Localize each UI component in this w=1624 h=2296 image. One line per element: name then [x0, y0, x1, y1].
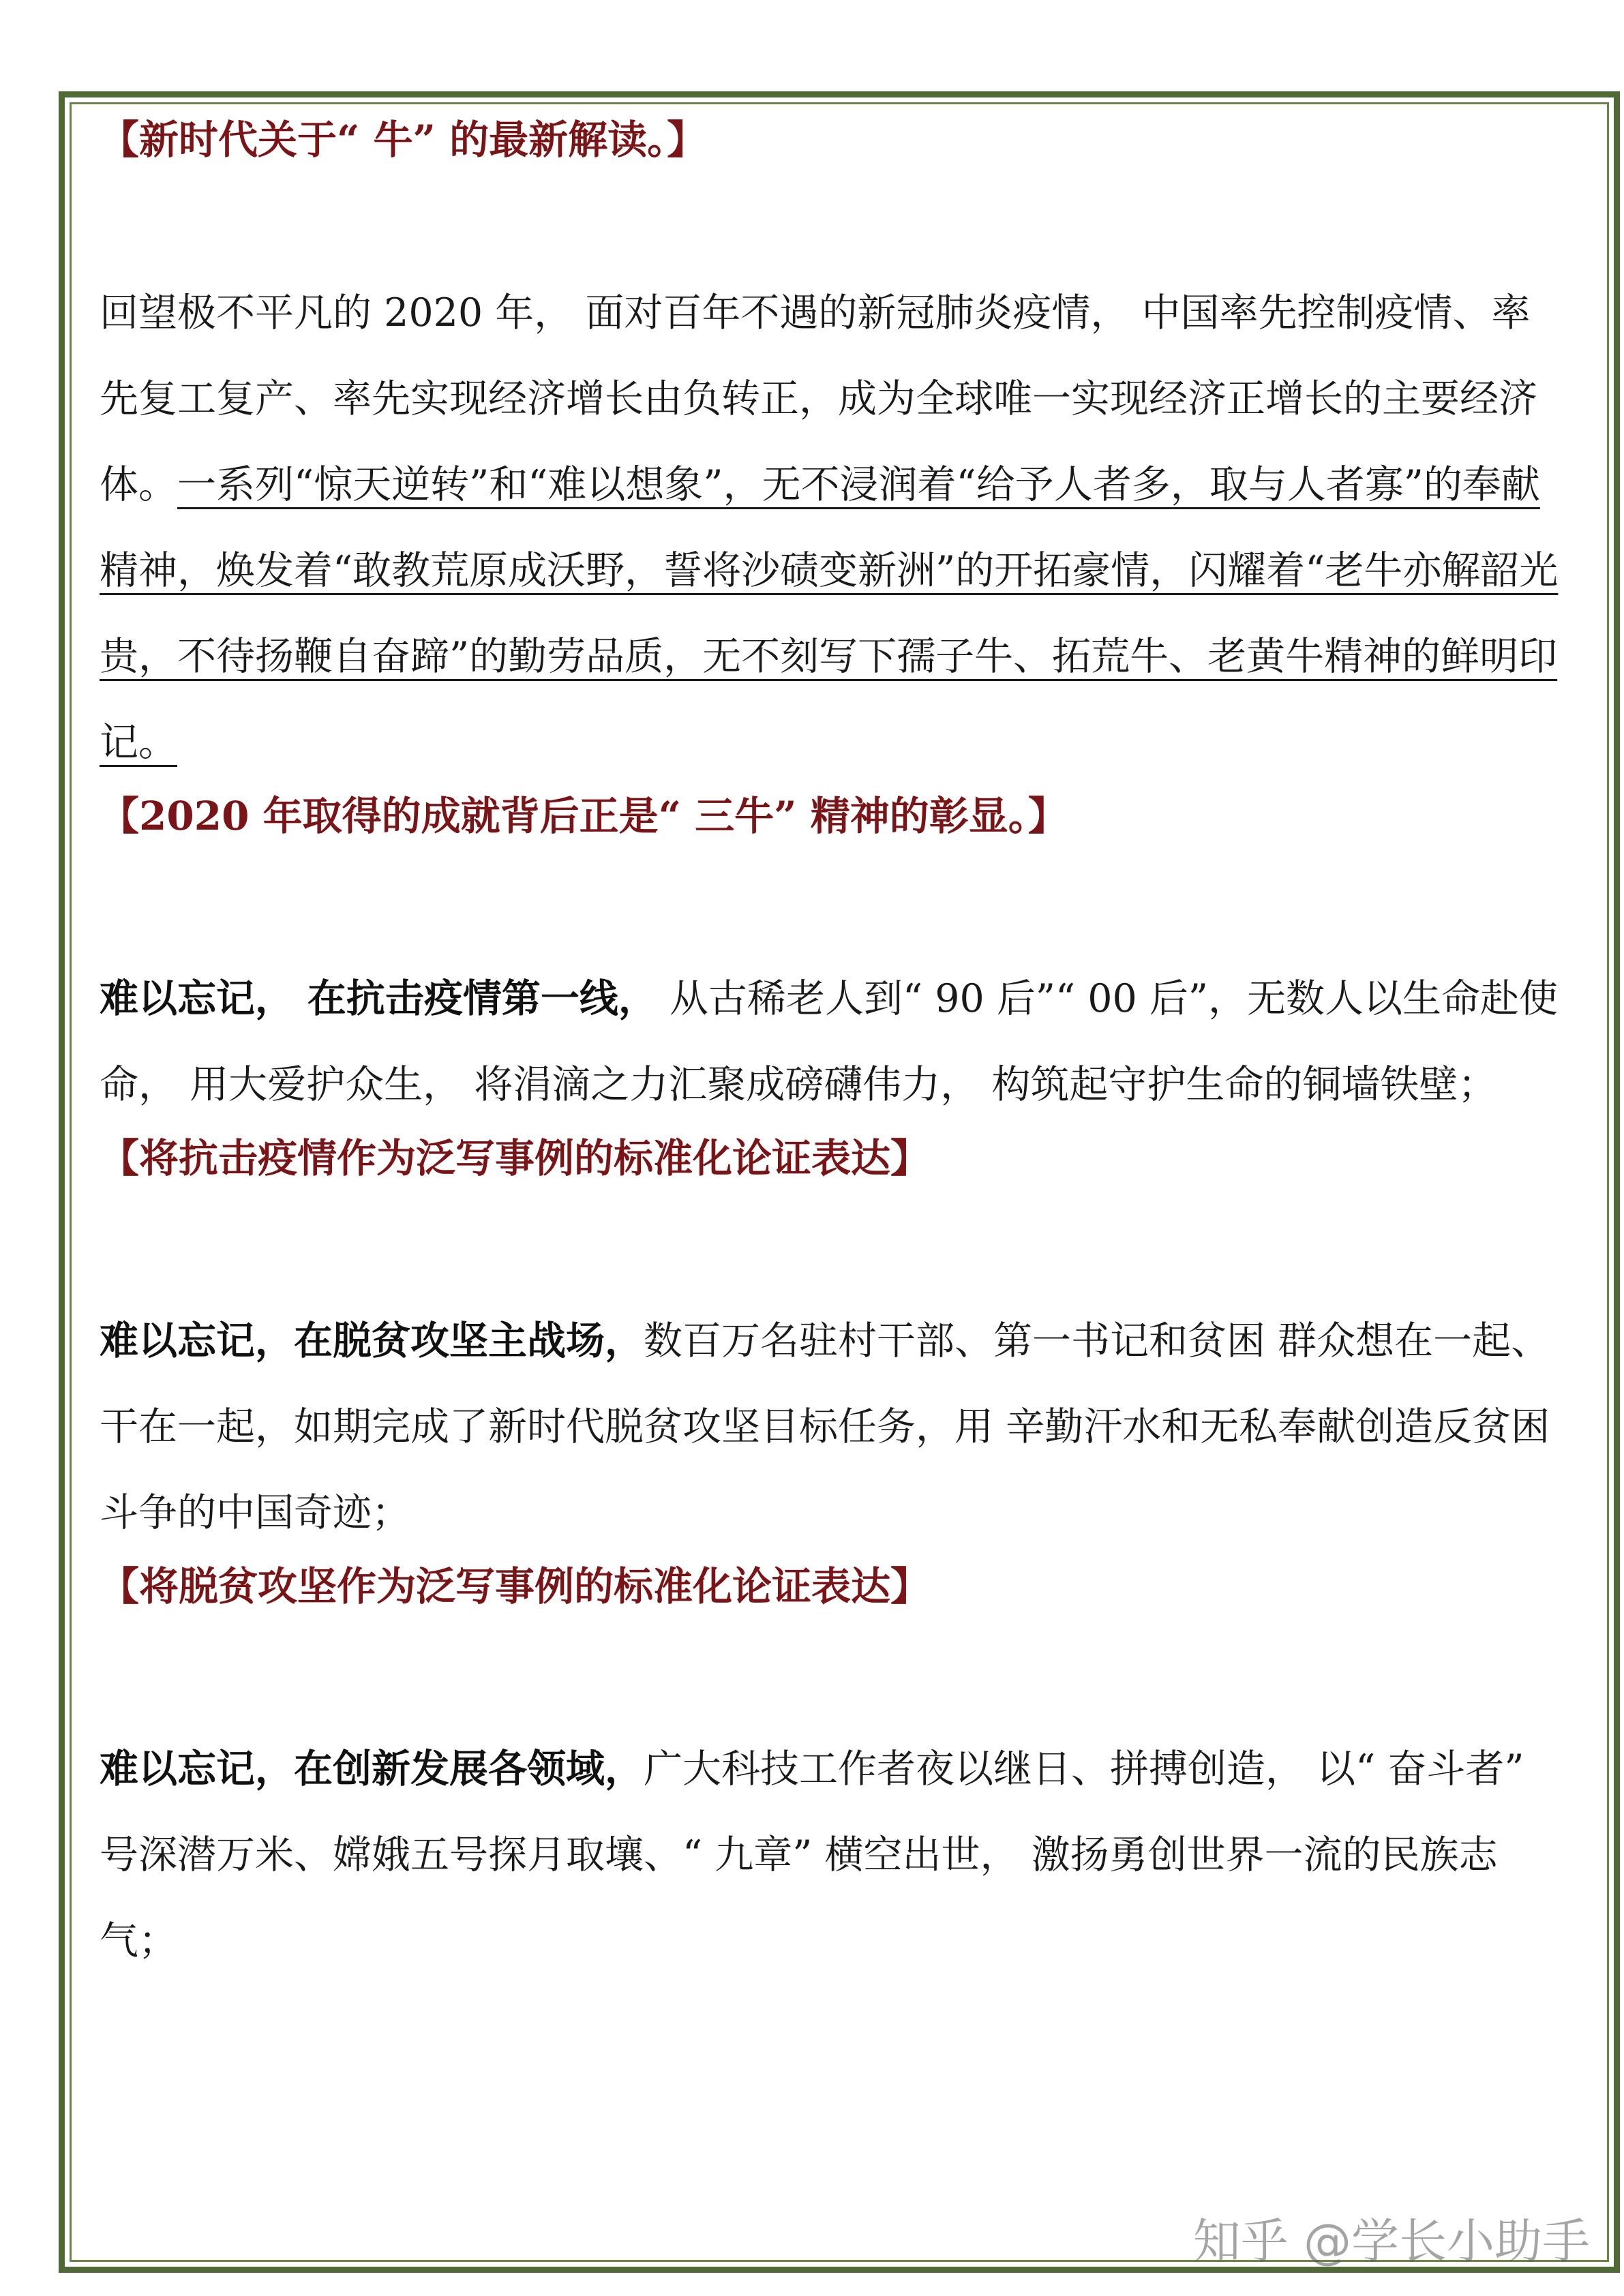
paragraph-epidemic	[100, 956, 1559, 1128]
paragraph-poverty	[100, 1298, 1559, 1556]
paragraph-text: 数百万名驻村干部、第一书记和贫困 群众想在一起、干在一起，如期完成了新时代脱贫攻坚目标任务，用 辛勤汗水和无私奉献创造反贫困斗争的中国奇迹；	[100, 1318, 1550, 1535]
paragraph-text: 从古稀老人到“ 90 后”“ 00 后”，无数人以生命赴使命， 用大爱护众生， 将涓滴之力汇聚成磅礴伟力， 构筑起守护生命的铜墙铁壁；	[100, 976, 1559, 1107]
section-heading-3: 【将抗击疫情作为泛写事例的标准化论证表达】	[100, 1135, 931, 1181]
underlined-passage: 一系列“惊天逆转”和“难以想象”，无不浸润着“给予人者多，取与人者寡”的奉献精神，焕发着“敢教荒原成沃野，誓将沙碛变新洲”的开拓豪情，闪耀着“老牛亦解韶光贵，不待扬鞭自奋蹄”的勤劳品质，无不刻写下孺子牛、拓荒牛、老黄牛精神的鲜明印记。	[100, 462, 1559, 765]
zhihu-watermark: 知乎 @学长小助手	[1192, 2214, 1590, 2269]
paragraph-review-2020	[100, 270, 1559, 785]
paragraph-innovation	[100, 1726, 1559, 1984]
paragraph-lead: 难以忘记，在脱贫攻坚主战场，	[100, 1318, 644, 1363]
section-heading-4: 【将脱贫攻坚作为泛写事例的标准化论证表达】	[100, 1563, 931, 1610]
paragraph-lead: 难以忘记，在创新发展各领域，	[100, 1746, 644, 1792]
paragraph-lead: 难以忘记， 在抗击疫情第一线，	[100, 976, 657, 1021]
paragraph-text: 回望极不平凡的 2020 年， 面对百年不遇的新冠肺炎疫情， 中国率先控制疫情、率先复工复产、率先实现经济增长由负转正，成为全球唯一实现经济正增长的主要经济体。	[100, 290, 1537, 507]
section-heading-1: 【新时代关于“ 牛” 的最新解读。】	[100, 117, 707, 163]
section-heading-2: 【2020 年取得的成就背后正是“ 三牛” 精神的彰显。】	[100, 793, 1068, 839]
paragraph-text: 广大科技工作者夜以继日、拼搏创造， 以“ 奋斗者” 号深潜万米、嫦娥五号探月取壤、“ 九章” 横空出世， 激扬勇创世界一流的民族志气；	[100, 1747, 1524, 1963]
document-body	[100, 109, 1559, 1984]
